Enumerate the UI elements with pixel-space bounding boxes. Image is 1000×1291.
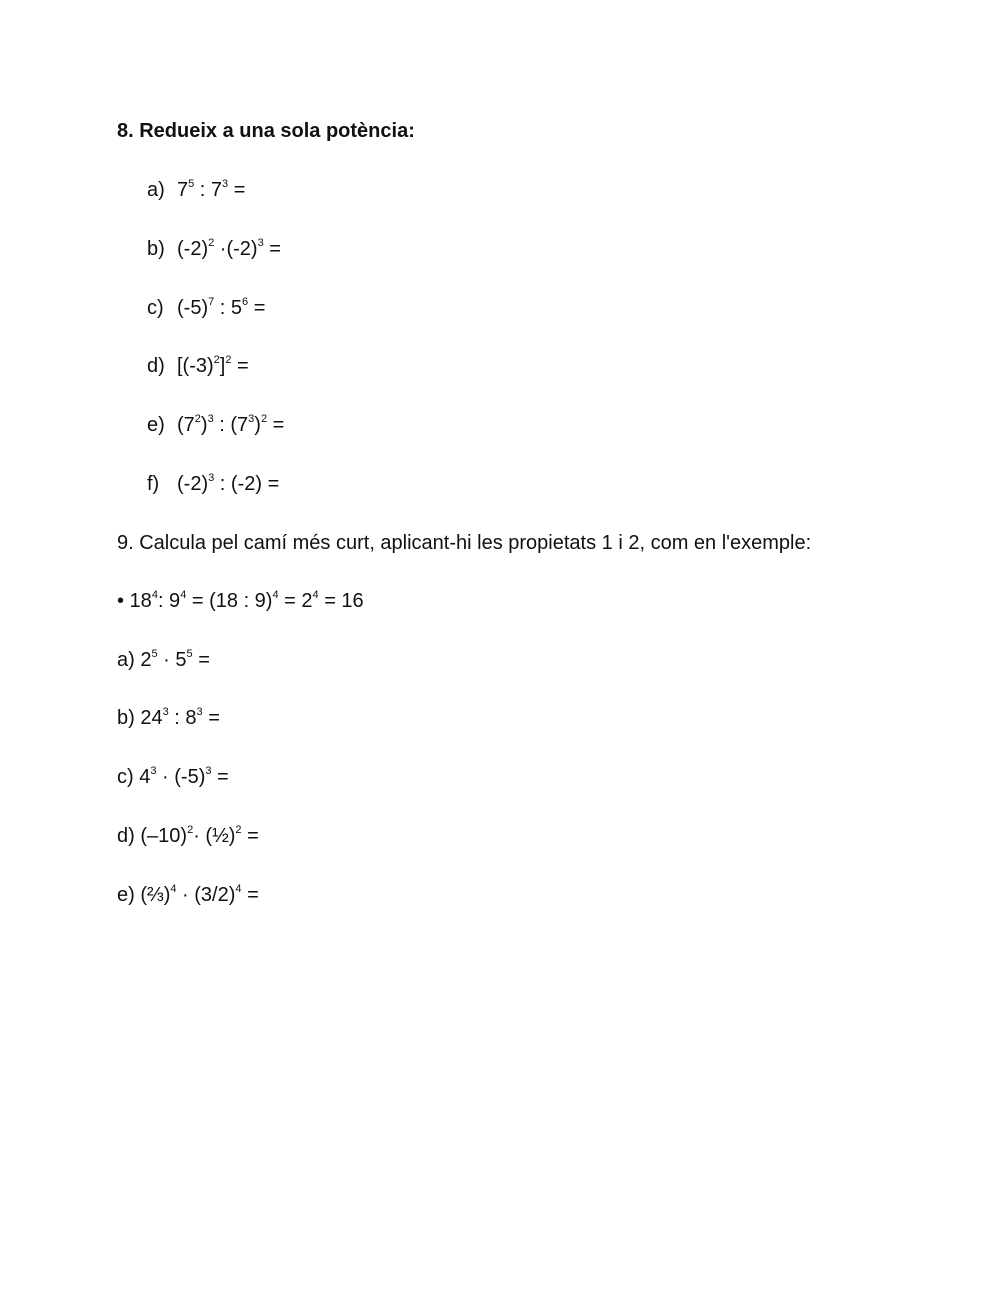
item-label: c): [147, 297, 164, 319]
exercise-9-item-e: e) (⅔)$^4$ · $(3/2)^4$ =: [117, 883, 259, 906]
item-label: b): [147, 238, 165, 260]
item-label: c): [117, 766, 134, 788]
exercise-9-item-a: a) $2^5 \cdot 5^5$ =: [117, 648, 210, 671]
item-label: f): [147, 473, 160, 495]
exercise-9-title: 9. Calcula pel camí més curt, aplicant-hi les propietats 1 i 2, com en l'exemple:: [117, 532, 812, 554]
exercise-9-item-d: d) $(-10)^2\cdot$ (½)$^2$ =: [117, 824, 259, 847]
exercise-8-item-f: f) $(-2)^3$ : (-2) =: [147, 472, 280, 495]
item-label: d): [147, 355, 165, 377]
exercise-9-item-c: c) $4^3 \cdot (-5)^3$ =: [117, 765, 229, 788]
exercise-8-item-a: a) $7^5$ : $7^3$ =: [147, 178, 246, 201]
item-label: e): [117, 884, 135, 906]
exercise-8-item-e: e) $(7^2)^3$ : $(7^3)^2$ =: [147, 413, 285, 436]
exercise-8-title: 8. Redueix a una sola potència:: [117, 120, 415, 142]
item-label: a): [147, 179, 165, 201]
item-label: a): [117, 649, 135, 671]
exercise-8-item-d: d) $[(-3)^2]^2$ =: [147, 354, 249, 377]
exercise-9-item-b: b) $24^3$ : $8^3$ =: [117, 706, 220, 729]
exercise-8-item-c: c) $(-5)^7$ : $5^6$ =: [147, 296, 266, 319]
item-label: e): [147, 414, 165, 436]
item-label: d): [117, 825, 135, 847]
exercise-9-example: • $18^4$: $9^4 = (18$ : $9)^4 = 2^4 = 16$: [117, 589, 364, 612]
exercise-8-item-b: b) $(-2)^2 \cdot(-2)^3$ =: [147, 237, 281, 260]
item-label: b): [117, 707, 135, 729]
